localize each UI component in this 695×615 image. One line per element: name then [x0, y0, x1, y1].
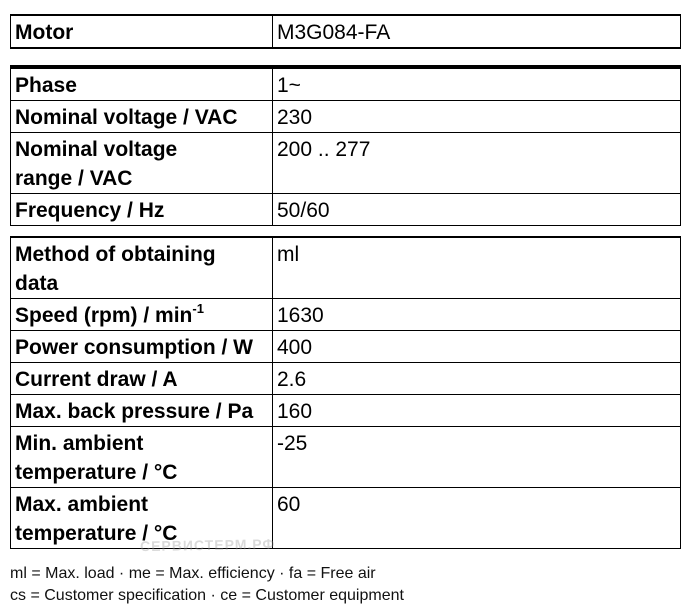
table-row — [11, 133, 681, 194]
performance-specs-table — [10, 236, 681, 549]
table-row — [11, 395, 681, 427]
speed-label — [11, 299, 273, 331]
back-pressure-value: 160 — [273, 395, 681, 427]
speed-value: 1630 — [273, 299, 681, 331]
method-value: ml — [273, 237, 681, 299]
nominal-voltage-value: 230 — [273, 101, 681, 133]
table-row — [11, 194, 681, 226]
speed-label-text: Speed (rpm) / min — [15, 304, 193, 327]
nominal-voltage-label: Nominal voltage / VAC — [11, 101, 273, 133]
footnotes — [10, 563, 685, 607]
min-ambient-temp-value: -25 — [273, 427, 681, 488]
max-ambient-temp-value: 60 — [273, 488, 681, 549]
table-row — [11, 299, 681, 331]
voltage-range-label: Nominal voltage range / VAC — [11, 133, 273, 194]
voltage-range-value: 200 .. 277 — [273, 133, 681, 194]
table-row — [11, 15, 681, 48]
current-draw-value: 2.6 — [273, 363, 681, 395]
power-consumption-label: Power consumption / W — [11, 331, 273, 363]
footnote-line: cs = Customer specification · ce = Customer equipment — [10, 587, 404, 604]
current-draw-label: Current draw / A — [11, 363, 273, 395]
table-row — [11, 363, 681, 395]
phase-value: 1~ — [273, 67, 681, 101]
motor-label: Motor — [11, 15, 273, 48]
method-label: Method of obtaining data — [11, 237, 273, 299]
table-row — [11, 101, 681, 133]
max-ambient-temp-label: Max. ambient temperature / °C — [11, 488, 273, 549]
table-row — [11, 237, 681, 299]
table-row — [11, 331, 681, 363]
table-row — [11, 67, 681, 101]
speed-label-exponent: -1 — [192, 301, 204, 316]
watermark: СЕРВИСТЕРМ.РФ — [139, 535, 276, 555]
back-pressure-label: Max. back pressure / Pa — [11, 395, 273, 427]
min-ambient-temp-label: Min. ambient temperature / °C — [11, 427, 273, 488]
frequency-label: Frequency / Hz — [11, 194, 273, 226]
electrical-specs-table — [10, 65, 681, 226]
motor-value: M3G084-FA — [273, 15, 681, 48]
frequency-value: 50/60 — [273, 194, 681, 226]
footnote-line: ml = Max. load · me = Max. efficiency · fa = Free air — [10, 565, 376, 582]
power-consumption-value: 400 — [273, 331, 681, 363]
motor-table — [10, 14, 681, 49]
table-row — [11, 488, 681, 549]
phase-label: Phase — [11, 67, 273, 101]
table-row — [11, 427, 681, 488]
